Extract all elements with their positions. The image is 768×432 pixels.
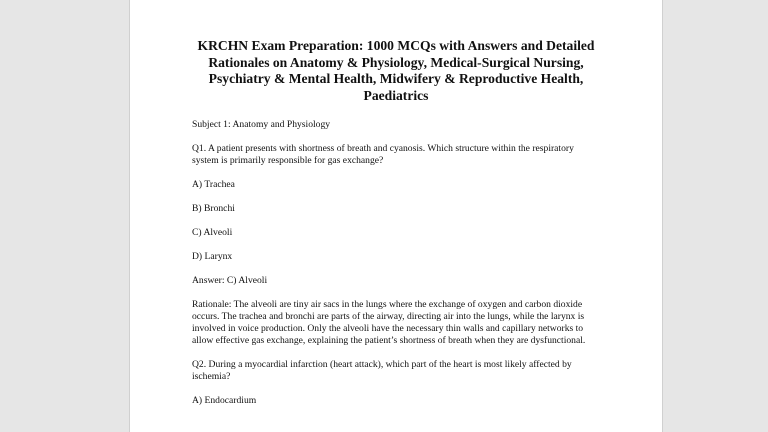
question-1-option-a: A) Trachea (192, 179, 235, 190)
page-content (192, 38, 600, 419)
document-page[interactable] (129, 0, 663, 432)
question-1-option-b: B) Bronchi (192, 203, 235, 214)
question-1-text: Q1. A patient presents with shortness of breath and cyanosis. Which structure within the respiratory system is primarily responsible for gas exchange? (192, 143, 574, 166)
question-2-option-a: A) Endocardium (192, 395, 257, 406)
question-1-option-d: D) Larynx (192, 251, 233, 262)
question-1-answer: Answer: C) Alveoli (192, 275, 268, 286)
question-1-rationale: Rationale: The alveoli are tiny air sacs in the lungs where the exchange of oxygen and carbon dioxide occurs. The trachea and bronchi are parts of the airway, directing air into the lungs, while the larynx is involved in voice production. Only the alveoli have the necessary thin walls and capillary networks to allow effective gas exchange, explaining the patient’s shortness of breath when they are dysfunctional. (192, 299, 586, 346)
question-2-text: Q2. During a myocardial infarction (heart attack), which part of the heart is most likely affected by ischemia? (192, 359, 572, 382)
question-1-option-c: C) Alveoli (192, 227, 233, 238)
subject-heading: Subject 1: Anatomy and Physiology (192, 119, 331, 130)
document-title: KRCHN Exam Preparation: 1000 MCQs with Answers and Detailed Rationales on Anatomy & Physiology, Medical-Surgical Nursing, Psychiatry & Mental Health, Midwifery & Reproductive Health, Paediatrics (197, 38, 595, 103)
